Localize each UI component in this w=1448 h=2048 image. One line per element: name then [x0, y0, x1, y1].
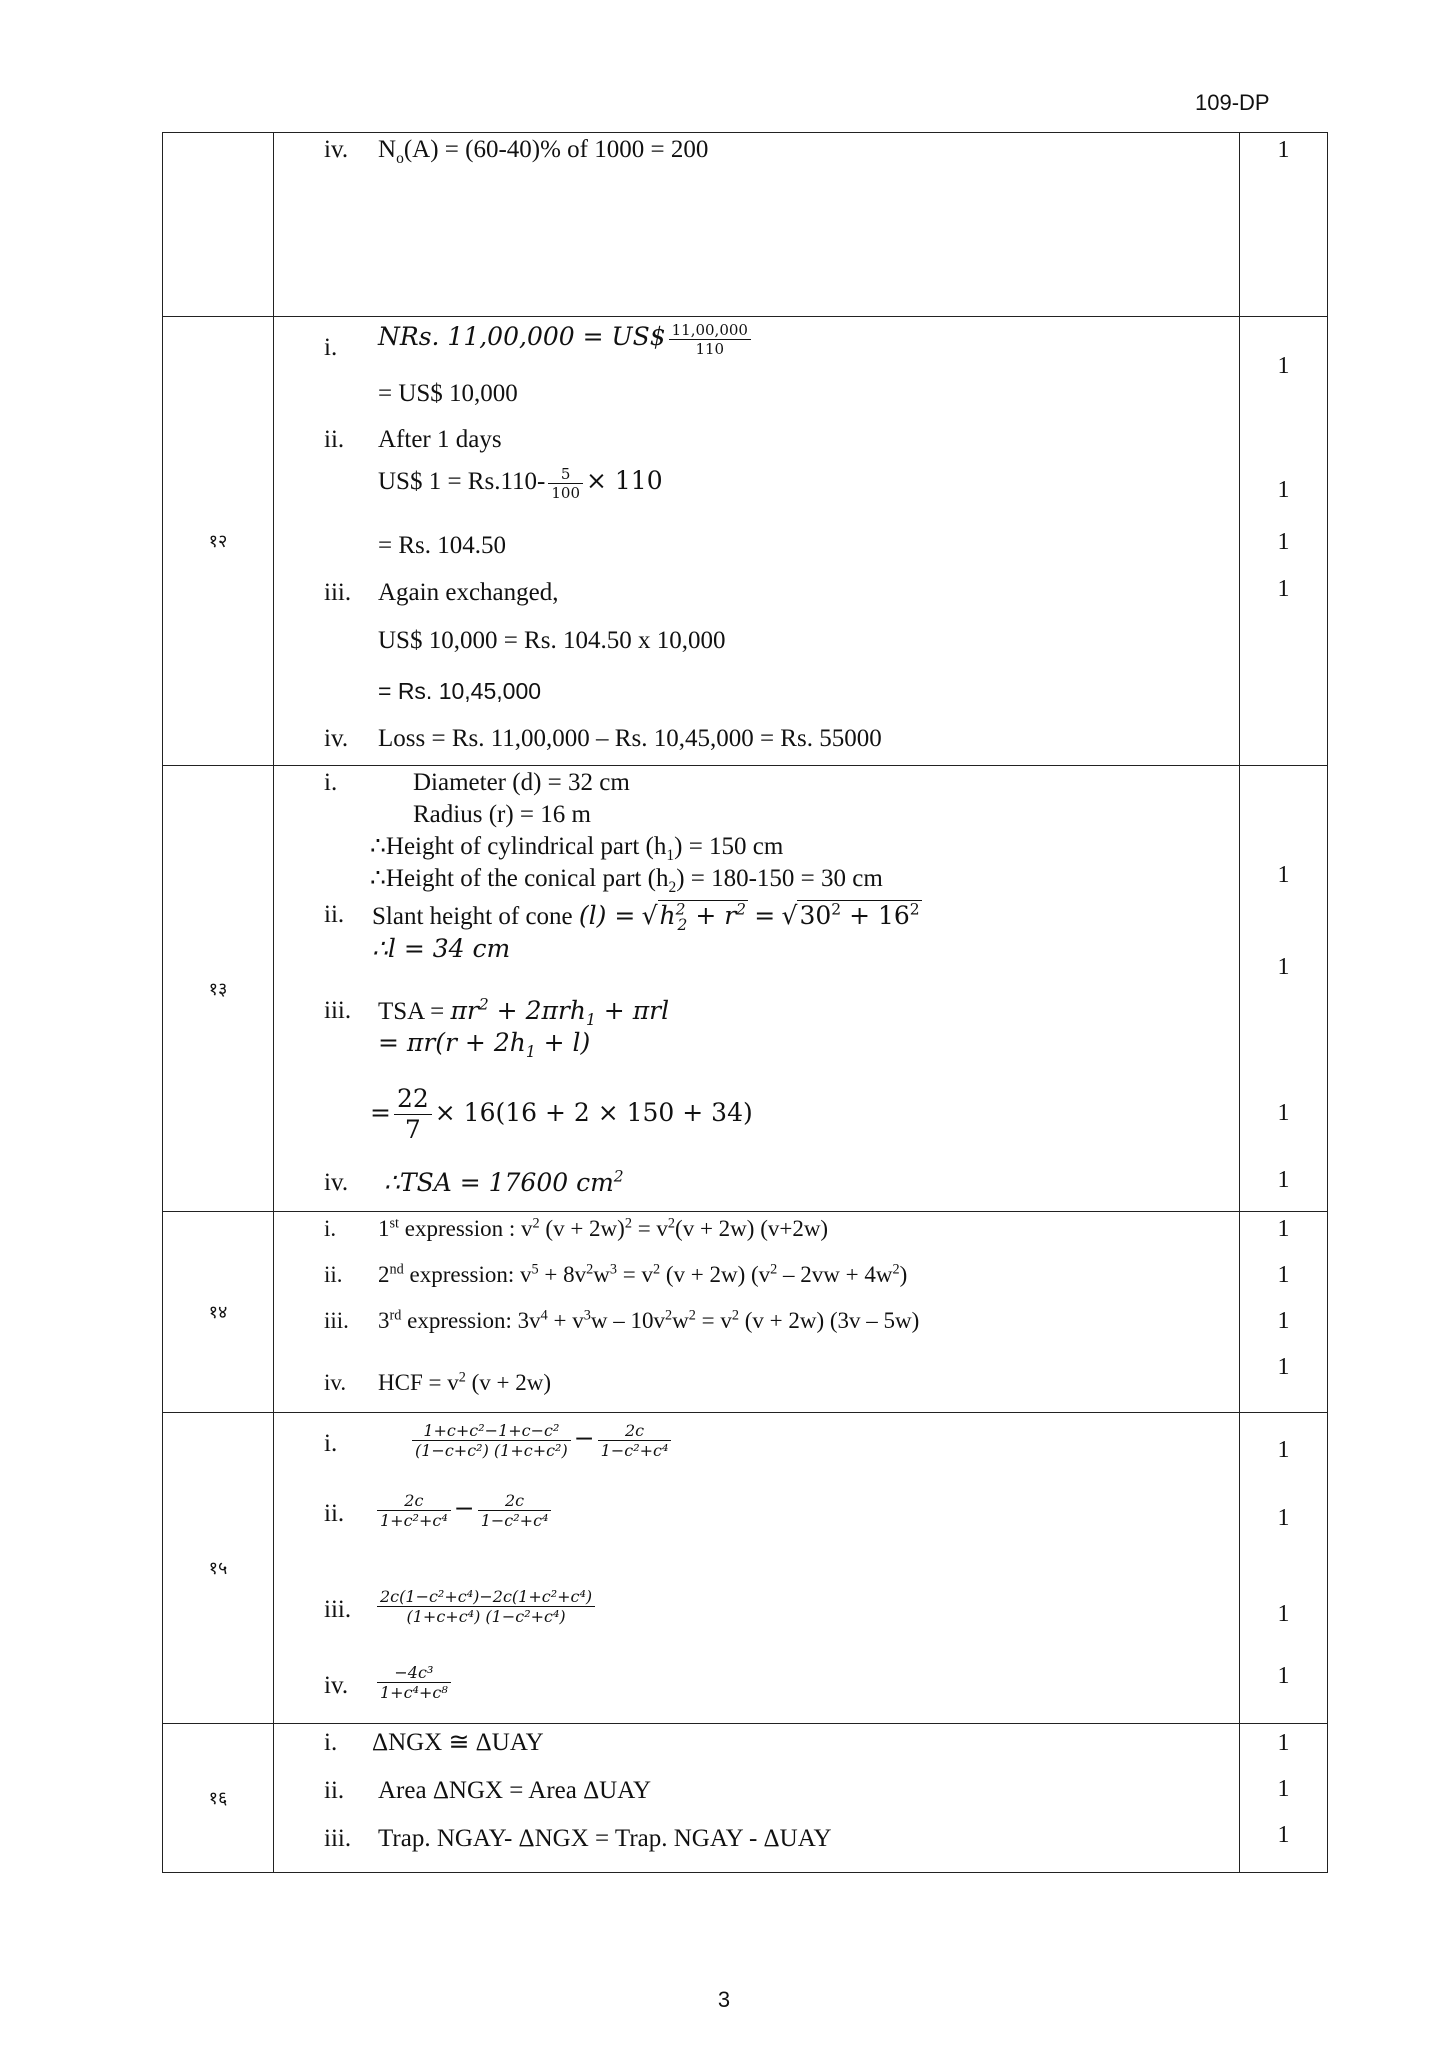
answer-text: After 1 days: [378, 426, 502, 453]
answer-text: $\frac{2c}{\text{1+c²+c⁴}}$ − $\frac{2c}{\text{1−c²+c⁴}}$: [374, 1491, 554, 1530]
marks-cell: [1240, 766, 1328, 1212]
answer-text: ∴TSA = 17600 $cm^2$: [384, 1167, 624, 1197]
mark-value: 1: [1277, 1308, 1290, 1334]
roman-numeral: iv.: [324, 136, 349, 163]
mark-value: 1: [1277, 576, 1290, 602]
roman-numeral: i.: [324, 1729, 338, 1756]
mark-value: 1: [1277, 1730, 1290, 1756]
roman-numeral: i.: [324, 769, 338, 796]
answer-text: TSA = $\pi r^2 + 2\pi rh_1 + \pi rl$: [378, 995, 670, 1029]
marks-cell: [1240, 1413, 1328, 1724]
mark-value: 1: [1277, 1505, 1290, 1531]
roman-numeral: iv.: [324, 1169, 349, 1196]
answer-text: US$ 10,000 = Rs. 104.50 x 10,000: [378, 627, 726, 654]
mark-value: 1: [1277, 1216, 1290, 1242]
answer-text: ∴l = 34 cm: [372, 934, 511, 963]
roman-numeral: i.: [324, 1430, 338, 1457]
mark-value: 1: [1277, 862, 1290, 888]
roman-numeral: i.: [324, 334, 338, 361]
roman-numeral: iii.: [324, 1308, 349, 1333]
answer-cell: [274, 1212, 1240, 1413]
answer-text: NRs. 11,00,000 = US$ $\frac{11,00,000}{110}$: [378, 321, 754, 358]
question-number: १६: [163, 1724, 274, 1873]
roman-numeral: iv.: [324, 1672, 349, 1699]
answer-text: 1st expression : $v^2$ $(v + 2w)^2 = v^2(v + 2w)$ (v+2w): [378, 1215, 829, 1241]
answer-cell: [274, 1724, 1240, 1873]
roman-numeral: iv.: [324, 1370, 347, 1395]
answer-text: Trap. NGAY- ΔNGX = Trap. NGAY - ΔUAY: [378, 1825, 832, 1852]
answer-text: Area ΔNGX = Area ΔUAY: [378, 1777, 652, 1804]
mark-value: 1: [1277, 954, 1290, 980]
mark-value: 1: [1277, 477, 1290, 503]
document-code: 109-DP: [1195, 90, 1270, 115]
mark-value: 1: [1277, 137, 1290, 163]
answer-text: = Rs. 104.50: [378, 532, 507, 559]
mark-value: 1: [1277, 1437, 1290, 1463]
mark-value: 1: [1277, 1167, 1290, 1193]
roman-numeral: ii.: [324, 1262, 343, 1287]
answer-text: ∴Height of cylindrical part $(h_1) = 150$ cm: [370, 833, 784, 864]
roman-numeral: iii.: [324, 1596, 352, 1623]
marks-cell: [1240, 133, 1328, 317]
marks-cell: [1240, 1212, 1328, 1413]
question-number: [163, 133, 274, 317]
answer-text: 3rd expression: $3v^4 + v^3w - 10v^2w^2 = v^2$ (v + 2w) (3v – 5w): [378, 1307, 920, 1333]
question-number: १२: [163, 317, 274, 766]
roman-numeral: ii.: [324, 426, 345, 453]
marks-cell: [1240, 317, 1328, 766]
answer-text: = $\pi r(r + 2h_1 + l)$: [378, 1028, 591, 1061]
mark-value: 1: [1277, 1776, 1290, 1802]
answer-text: US$ 1 = Rs.110- $\frac{5}{100}$ × 110: [378, 465, 663, 502]
answer-text: = US$ 10,000: [378, 380, 518, 407]
roman-numeral: iii.: [324, 1825, 352, 1852]
mark-value: 1: [1277, 1601, 1290, 1627]
roman-numeral: ii.: [324, 901, 345, 928]
marking-scheme-table: [162, 132, 1328, 1873]
answer-cell: [274, 1413, 1240, 1724]
answer-text: $\frac{\text{1+c+c²−1+c−c²}}{\text{(1−c+c²) (1+c+c²)}}$ − $\frac{2c}{\text{1−c²+c⁴}}$: [409, 1421, 674, 1460]
mark-value: 1: [1277, 1100, 1290, 1126]
answer-cell: [274, 317, 1240, 766]
roman-numeral: i.: [324, 1216, 337, 1241]
answer-text: ΔNGX ≅ ΔUAY: [372, 1729, 544, 1756]
mark-value: 1: [1277, 353, 1290, 379]
answer-text: ∴Height of the conical part $(h_2) = 180-150 = 30$ cm: [370, 865, 883, 896]
mark-value: 1: [1277, 1354, 1290, 1380]
answer-text: HCF = $v^2$ (v + 2w): [378, 1369, 551, 1395]
answer-text: $\frac{\text{−4c³}}{\text{1+c⁴+c⁸}}$: [374, 1663, 454, 1702]
answer-text: $N_o(A) = (60-40)\%$ of 1000 = 200: [378, 136, 709, 167]
table-row: [163, 1212, 1328, 1413]
answer-text: Loss = Rs. 11,00,000 – Rs. 10,45,000 = Rs. 55000: [378, 725, 882, 752]
answer-text: Again exchanged,: [378, 579, 559, 606]
roman-numeral: iii.: [324, 579, 352, 606]
table-row: [163, 133, 1328, 317]
page-number: 3: [717, 1987, 731, 2012]
mark-value: 1: [1277, 1663, 1290, 1689]
question-number: १३: [163, 766, 274, 1212]
answer-text: 2nd expression: $v^5 + 8v^2w^3 = v^2$ (v + 2w) $(v^2 - 2vw + 4w^2)$: [378, 1261, 908, 1287]
roman-numeral: iii.: [324, 997, 352, 1024]
answer-text: Radius (r) = 16 m: [413, 801, 591, 828]
roman-numeral: ii.: [324, 1500, 345, 1527]
answer-text: = Rs. 10,45,000: [378, 678, 542, 704]
mark-value: 1: [1277, 529, 1290, 555]
answer-text: = $\frac{22}{7}$ × 16(16 + 2 × 150 + 34): [370, 1084, 753, 1144]
question-number: १४: [163, 1212, 274, 1413]
answer-text: Slant height of cone $(l) = √h^2_2 + r^2 = √30^2 + 16^2$: [372, 900, 920, 934]
table-row: [163, 1413, 1328, 1724]
answer-text: $\frac{\text{2c(1−c²+c⁴)−2c(1+c²+c⁴)}}{\text{(1+c+c⁴) (1−c²+c⁴)}}$: [374, 1587, 598, 1626]
table-row: [163, 1724, 1328, 1873]
table-row: [163, 766, 1328, 1212]
marks-cell: [1240, 1724, 1328, 1873]
roman-numeral: iv.: [324, 725, 349, 752]
roman-numeral: ii.: [324, 1777, 345, 1804]
mark-value: 1: [1277, 1262, 1290, 1288]
mark-value: 1: [1277, 1822, 1290, 1848]
answer-cell: [274, 133, 1240, 317]
answer-cell: [274, 766, 1240, 1212]
question-number: १५: [163, 1413, 274, 1724]
table-row: [163, 317, 1328, 766]
answer-text: Diameter (d) = 32 cm: [413, 769, 630, 796]
